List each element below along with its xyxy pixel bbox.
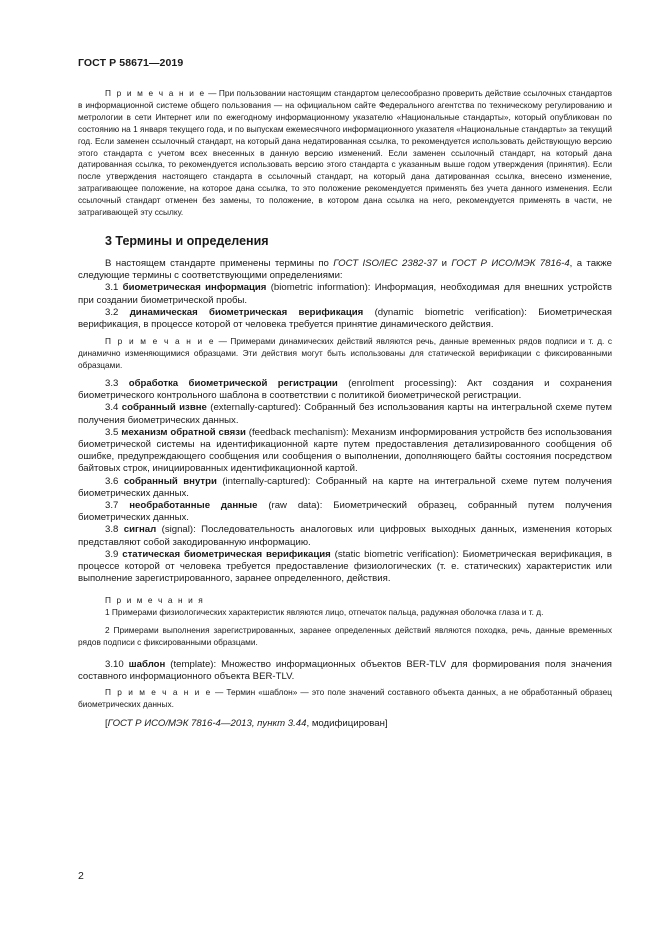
reference-7816-4: ГОСТ Р ИСО/МЭК 7816-4 [451,257,570,269]
term-title: необработанные данные [129,499,258,511]
page-content [78,88,612,730]
term-3-6: 3.6 собранный внутри (internally-captured): Собранный на карте на интегральной схеме путем получения биометрических данных. [78,475,612,499]
term-3-7: 3.7 необработанные данные (raw data): Биометрический образец, собранный путем получения биометрических данных. [78,499,612,524]
term-3-9: 3.9 статическая биометрическая верификация (static biometric verification): Биометрическая верификация, в процессе которой от человека требуется предоставление физиологических (т. е. статических) характеристик или выполнение зарегистрированного, заранее определенного, действия. [78,548,612,585]
section-title: 3 Термины и определения [105,233,269,248]
term-title: обработка биометрической регистрации [128,377,338,389]
source-reference: ГОСТ Р ИСО/МЭК 7816-4—2013, пункт 3.44 [107,718,307,730]
note-item-2: 2 Примерами выполнения зарегистрированных, заранее определенных действий являются походка, речь, данные временных рядов подписи с фиксированными образцами. [78,625,612,648]
term-title: статическая биометрическая верификация [122,548,331,560]
page-number: 2 [78,870,84,882]
term-source: [ГОСТ Р ИСО/МЭК 7816-4—2013, пункт 3.44, модифицирован] [105,718,388,730]
note-text: — При пользовании настоящим стандартом целесообразно проверить действие ссылочных стандартов в информационной системе общего пользования — на официальном сайте Федерального агентства по техническому регулированию и метрологии в сети Интернет или по ежегодному информационному указателю «Национальные стандарты», который опубликован по состоянию на 1 января текущего года, и по выпускам ежемесячного информационного указателя «Национальные стандарты» за текущий год. Если заменен ссылочный стандарт, на который дана недатированная ссылка, то рекомендуется использовать действующую версию этого стандарта с учетом всех внесенных в данную версию изменений. Если заменен ссылочный стандарт, на который дана датированная ссылка, то рекомендуется использовать версию этого стандарта с указанным выше годом утверждения (принятия). Если после утверждения настоящего стандарта в ссылочный стандарт, на который дана датированная ссылка, внесено изменение, затрагивающее положение, на которое дана ссылка, то это положение рекомендуется применять без учета данного изменения. Если ссылочный стандарт отменен без замены, то положение, в котором дана ссылка на него, рекомендуется применять в части, не затрагивающей эту ссылку. [78,88,612,218]
term-title: сигнал [123,524,157,536]
note-term-3-10: П р и м е ч а н и е — Термин «шаблон» — это поле значений составного объекта данных, а не обработанный образец биометрических данных. [78,687,612,710]
term-title: собранный извне [121,402,207,414]
intro-note [78,88,612,219]
term-title: механизм обратной связи [121,426,246,438]
term-title: динамическая биометрическая верификация [129,306,364,318]
section-intro: В настоящем стандарте применены термины по ГОСТ ISO/IEC 2382-37 и ГОСТ Р ИСО/МЭК 7816-4, а также следующие термины с соответствующими определениями: [78,257,612,282]
reference-iso-2382: ГОСТ ISO/IEC 2382-37 [333,257,438,269]
note-item-1: 1 Примерами физиологических характеристик являются лицо, отпечаток пальца, радужная оболочка глаза и т. д. [105,607,544,618]
notes-term-3-9-label: П р и м е ч а н и я [105,595,205,606]
note-label: П р и м е ч а н и е [105,88,206,98]
term-3-8: 3.8 сигнал (signal): Последовательность аналоговых или цифровых выходных данных, изменения которых представляют собой закодированную информацию. [78,524,612,548]
term-title: биометрическая информация [122,282,267,294]
term-title: собранный внутри [123,475,217,487]
term-3-4: 3.4 собранный извне (externally-captured): Собранный без использования карты на интегральной схеме путем получения биометрических данных. [78,402,612,426]
note-term-3-2: П р и м е ч а н и е — Примерами динамических действий являются речь, данные временных рядов подписи и т. д. с динамично изменяющимися образцами. Эти действия могут быть использованы для статической верификации с фиксированными образцами. [78,336,613,370]
term-3-10: 3.10 шаблон (template): Множество информационных объектов BER-TLV для формирования поля значения составного информационного объекта BER-TLV. [78,658,613,683]
term-3-3: 3.3 обработка биометрической регистрации (enrolment processing): Акт создания и сохранения биометрического контрольного шаблона в соответствии с политикой биометрической регистрации. [78,377,612,402]
document-header: ГОСТ Р 58671—2019 [78,57,184,69]
term-title: шаблон [128,658,166,670]
term-3-1: 3.1 биометрическая информация (biometric information): Информация, необходимая для внешних устройств при создании биометрической пробы. [78,282,612,306]
term-3-2: 3.2 динамическая биометрическая верификация (dynamic biometric verification): Биометрическая верификация, в процессе которой от человека требуется принятие динамического действия. [78,306,612,330]
term-3-5: 3.5 механизм обратной связи (feedback mechanism): Механизм информирования устройств без использования биометрической системы на идентификационной карте путем предоставления детализированного сообщения об ошибке, предупреждающего сообщения или сообщения о выполнении, дополняющего байты состояния посредством байтовых строк, инициированных идентификационной картой. [78,426,612,475]
